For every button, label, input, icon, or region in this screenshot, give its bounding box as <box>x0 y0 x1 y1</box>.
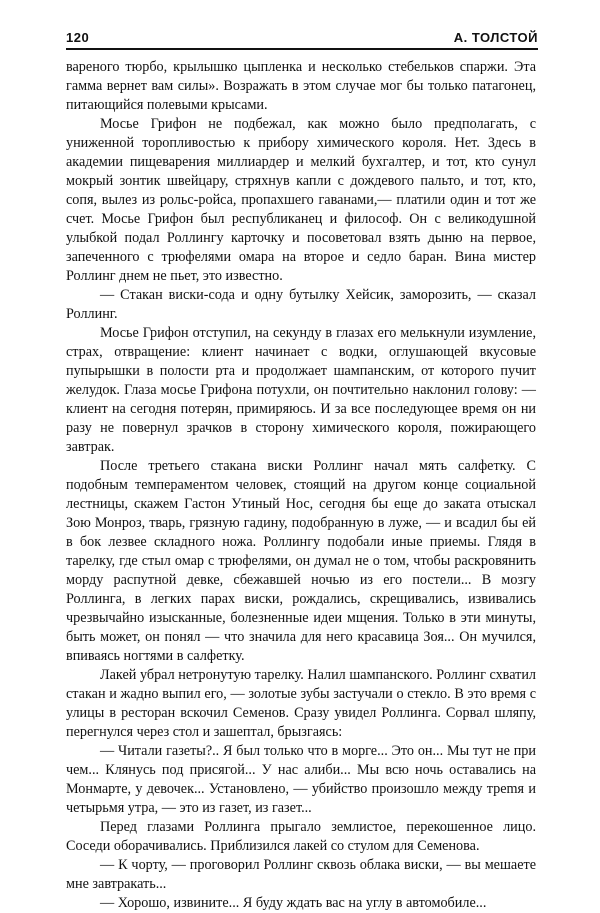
page-body <box>66 58 536 913</box>
page-number: 120 <box>66 30 90 45</box>
paragraph-4: Мосье Грифон отступил, на секунду в глазах его мелькнули изумление, страх, отвращение: клиент начинает с водки, оглушающей вкусовые пупырышки в полости рта и продолжает шампанским, от которого пучит желудок. Глаза мосье Грифона потухли, он почтительно наклонил голову: — клиент на сегодня потерян, примиряюсь. И за все последующее время он ни разу не повернул зрачков в сторону химического короля, пожирающего завтрак. <box>66 325 536 455</box>
paragraph-3: — Стакан виски-сода и одну бутылку Хейсик, заморозить, — сказал Роллинг. <box>66 287 536 322</box>
paragraph-10: — Хорошо, извините... Я буду ждать вас на углу в автомобиле... <box>100 895 487 911</box>
page-header <box>66 30 538 45</box>
paragraph-8: Перед глазами Роллинга прыгало землистое, перекошенное лицо. Соседи оборачивались. Приблизился лакей со стулом для Семенова. <box>66 819 536 854</box>
paragraph-7: — Читали газеты?.. Я был только что в морге... Это он... Мы тут не при чем... Клянусь под присягой... У нас алиби... Мы всю ночь оставались на Монмарте, у девочек... Установлено, — убийство произошло между трemя и четырьмя утра, — это из газет, из газет... <box>66 743 536 816</box>
paragraph-6: Лакей убрал нетронутую тарелку. Налил шампанского. Роллинг схватил стакан и жадно выпил его, — золотые зубы застучали о стекло. В это время с улицы в ресторан вскочил Семенов. Сразу увидел Роллинга. Сорвал шляпу, перегнулся через стол и зашептал, брызгаясь: <box>66 667 536 740</box>
paragraph-1: вареного тюрбо, крылышко цыпленка и несколько стебельков спаржи. Эта гамма вернет вам силы». Возражать в этом случае мог бы только патагонец, питающийся полевыми крысами. <box>66 59 536 113</box>
paragraph-2: Мосье Грифон не подбежал, как можно было предполагать, с униженной торопливостью к прибору химического короля. Нет. Здесь в академии пищеварения миллиардер и мелкий бухгалтер, и тот, кто сунул мокрый зонтик швейцару, стряхнув капли с дождевого пальто, и тот, кто, сопя, вылез из рольс-ройса, пропахшего гаванами,— платили один и тот же счет. Мосье Грифон был республиканец и философ. Он с великодушной улыбкой подал Роллингу карточку и посоветовал взять дыню на первое, запеченного с трюфелями омара на второе и седло баран. Вина мистер Роллинг днем не пьет, это известно. <box>66 116 536 284</box>
running-title: А. ТОЛСТОЙ <box>453 30 538 45</box>
paragraph-9: — К чорту, — проговорил Роллинг сквозь облака виски, — вы мешаете мне завтракать... <box>66 857 536 892</box>
header-rule <box>66 48 538 50</box>
paragraph-5: После третьего стакана виски Роллинг начал мять салфетку. С подобным темпераментом человек, стоящий на другом конце социальной лестницы, скажем Гастон Утиный Нос, сегодня бы еще до заката отыскал Зою Монроз, тварь, грязную гадину, подобранную в луже, — и всадил бы ей в бок лезвее складного ножа. Роллингу подобали иные приемы. Глядя в тарелку, где стыл омар с трюфелями, он думал не о том, чтобы раскровянить морду распутной девке, сбежавшей ночью из его постели... В мозгу Роллинга, в легких парах виски, рождались, скрещивались, извивались чрезвычайно изысканные, болезненные идеи мщения. Только в эти минуты, быть может, он понял — что значила для него красавица Зоя... Он мучился, впиваясь ногтями в салфетку. <box>66 458 536 664</box>
